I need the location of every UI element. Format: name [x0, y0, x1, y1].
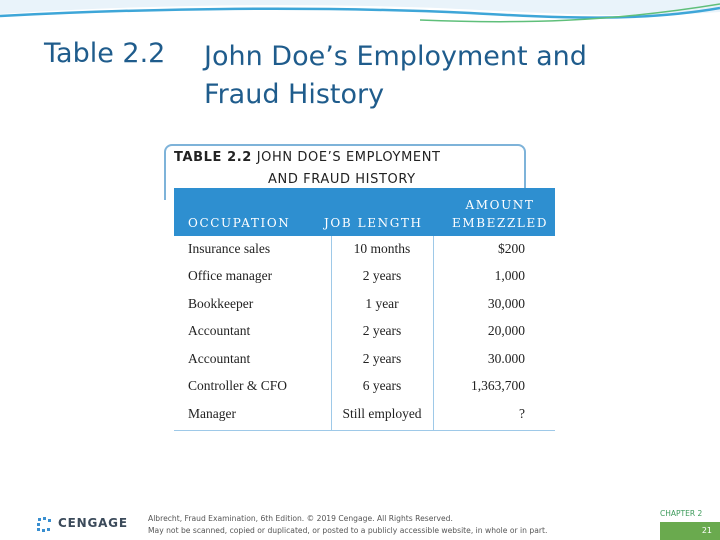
- cell-occupation: Accountant: [188, 323, 251, 338]
- copyright-line-1: Albrecht, Fraud Examination, 6th Edition. © 2019 Cengage. All Rights Reserved.: [148, 514, 453, 523]
- table-bottom-border: [174, 430, 555, 431]
- table-row: [174, 401, 555, 428]
- cell-occupation: Office manager: [188, 268, 273, 283]
- cell-amount: 30.000: [487, 351, 525, 366]
- cell-job-length: 10 months: [353, 241, 411, 256]
- table-caption-label: TABLE 2.2: [174, 150, 252, 165]
- cell-amount: 20,000: [487, 323, 525, 338]
- slide-label: Table 2.2: [44, 38, 166, 69]
- cell-amount: 1,000: [494, 268, 525, 283]
- column-header-job-length: JOB LENGTH: [324, 216, 423, 230]
- cell-job-length: Still employed: [342, 406, 422, 421]
- table-row: [174, 373, 555, 400]
- cell-job-length: 6 years: [362, 378, 402, 393]
- table-row: [174, 346, 555, 373]
- chapter-label: CHAPTER 2: [660, 509, 703, 518]
- table-caption-line1: JOHN DOE’S EMPLOYMENT: [256, 150, 441, 165]
- cell-occupation: Insurance sales: [188, 241, 271, 256]
- cell-amount: $200: [498, 241, 525, 256]
- cell-job-length: 2 years: [362, 268, 402, 283]
- copyright-line-2: May not be scanned, copied or duplicated, or posted to a publicly accessible website, in whole or in part.: [148, 526, 548, 535]
- copyright-footer: [148, 513, 547, 537]
- cell-amount: 30,000: [487, 296, 525, 311]
- table-row: [174, 318, 555, 345]
- table-row: [174, 291, 555, 318]
- table-header: [174, 188, 555, 236]
- cell-occupation: Manager: [188, 406, 236, 421]
- cengage-logo-icon: [36, 516, 56, 534]
- table-caption-line2: AND FRAUD HISTORY: [268, 172, 416, 187]
- table-body: [174, 236, 555, 431]
- cengage-logo-text: CENGAGE: [58, 516, 128, 530]
- slide-title: John Doe’s Employment and Fraud History: [204, 41, 587, 110]
- cell-occupation: Bookkeeper: [188, 296, 254, 311]
- cell-amount: 1,363,700: [471, 378, 525, 393]
- page-number: 21: [701, 526, 712, 535]
- cell-amount: ?: [519, 406, 525, 421]
- cell-occupation: Accountant: [188, 351, 251, 366]
- cell-job-length: 2 years: [362, 323, 402, 338]
- cell-occupation: Controller & CFO: [188, 378, 288, 393]
- table-row: [174, 236, 555, 263]
- column-header-amount-embezzled: AMOUNT EMBEZZLED: [452, 198, 549, 230]
- page-number-badge: [660, 522, 720, 540]
- cell-job-length: 2 years: [362, 351, 402, 366]
- top-wave-decoration: [0, 0, 720, 30]
- column-header-occupation: OCCUPATION: [188, 216, 291, 230]
- cell-job-length: 1 year: [365, 296, 399, 311]
- table-caption: [174, 147, 494, 191]
- table-row: [174, 263, 555, 290]
